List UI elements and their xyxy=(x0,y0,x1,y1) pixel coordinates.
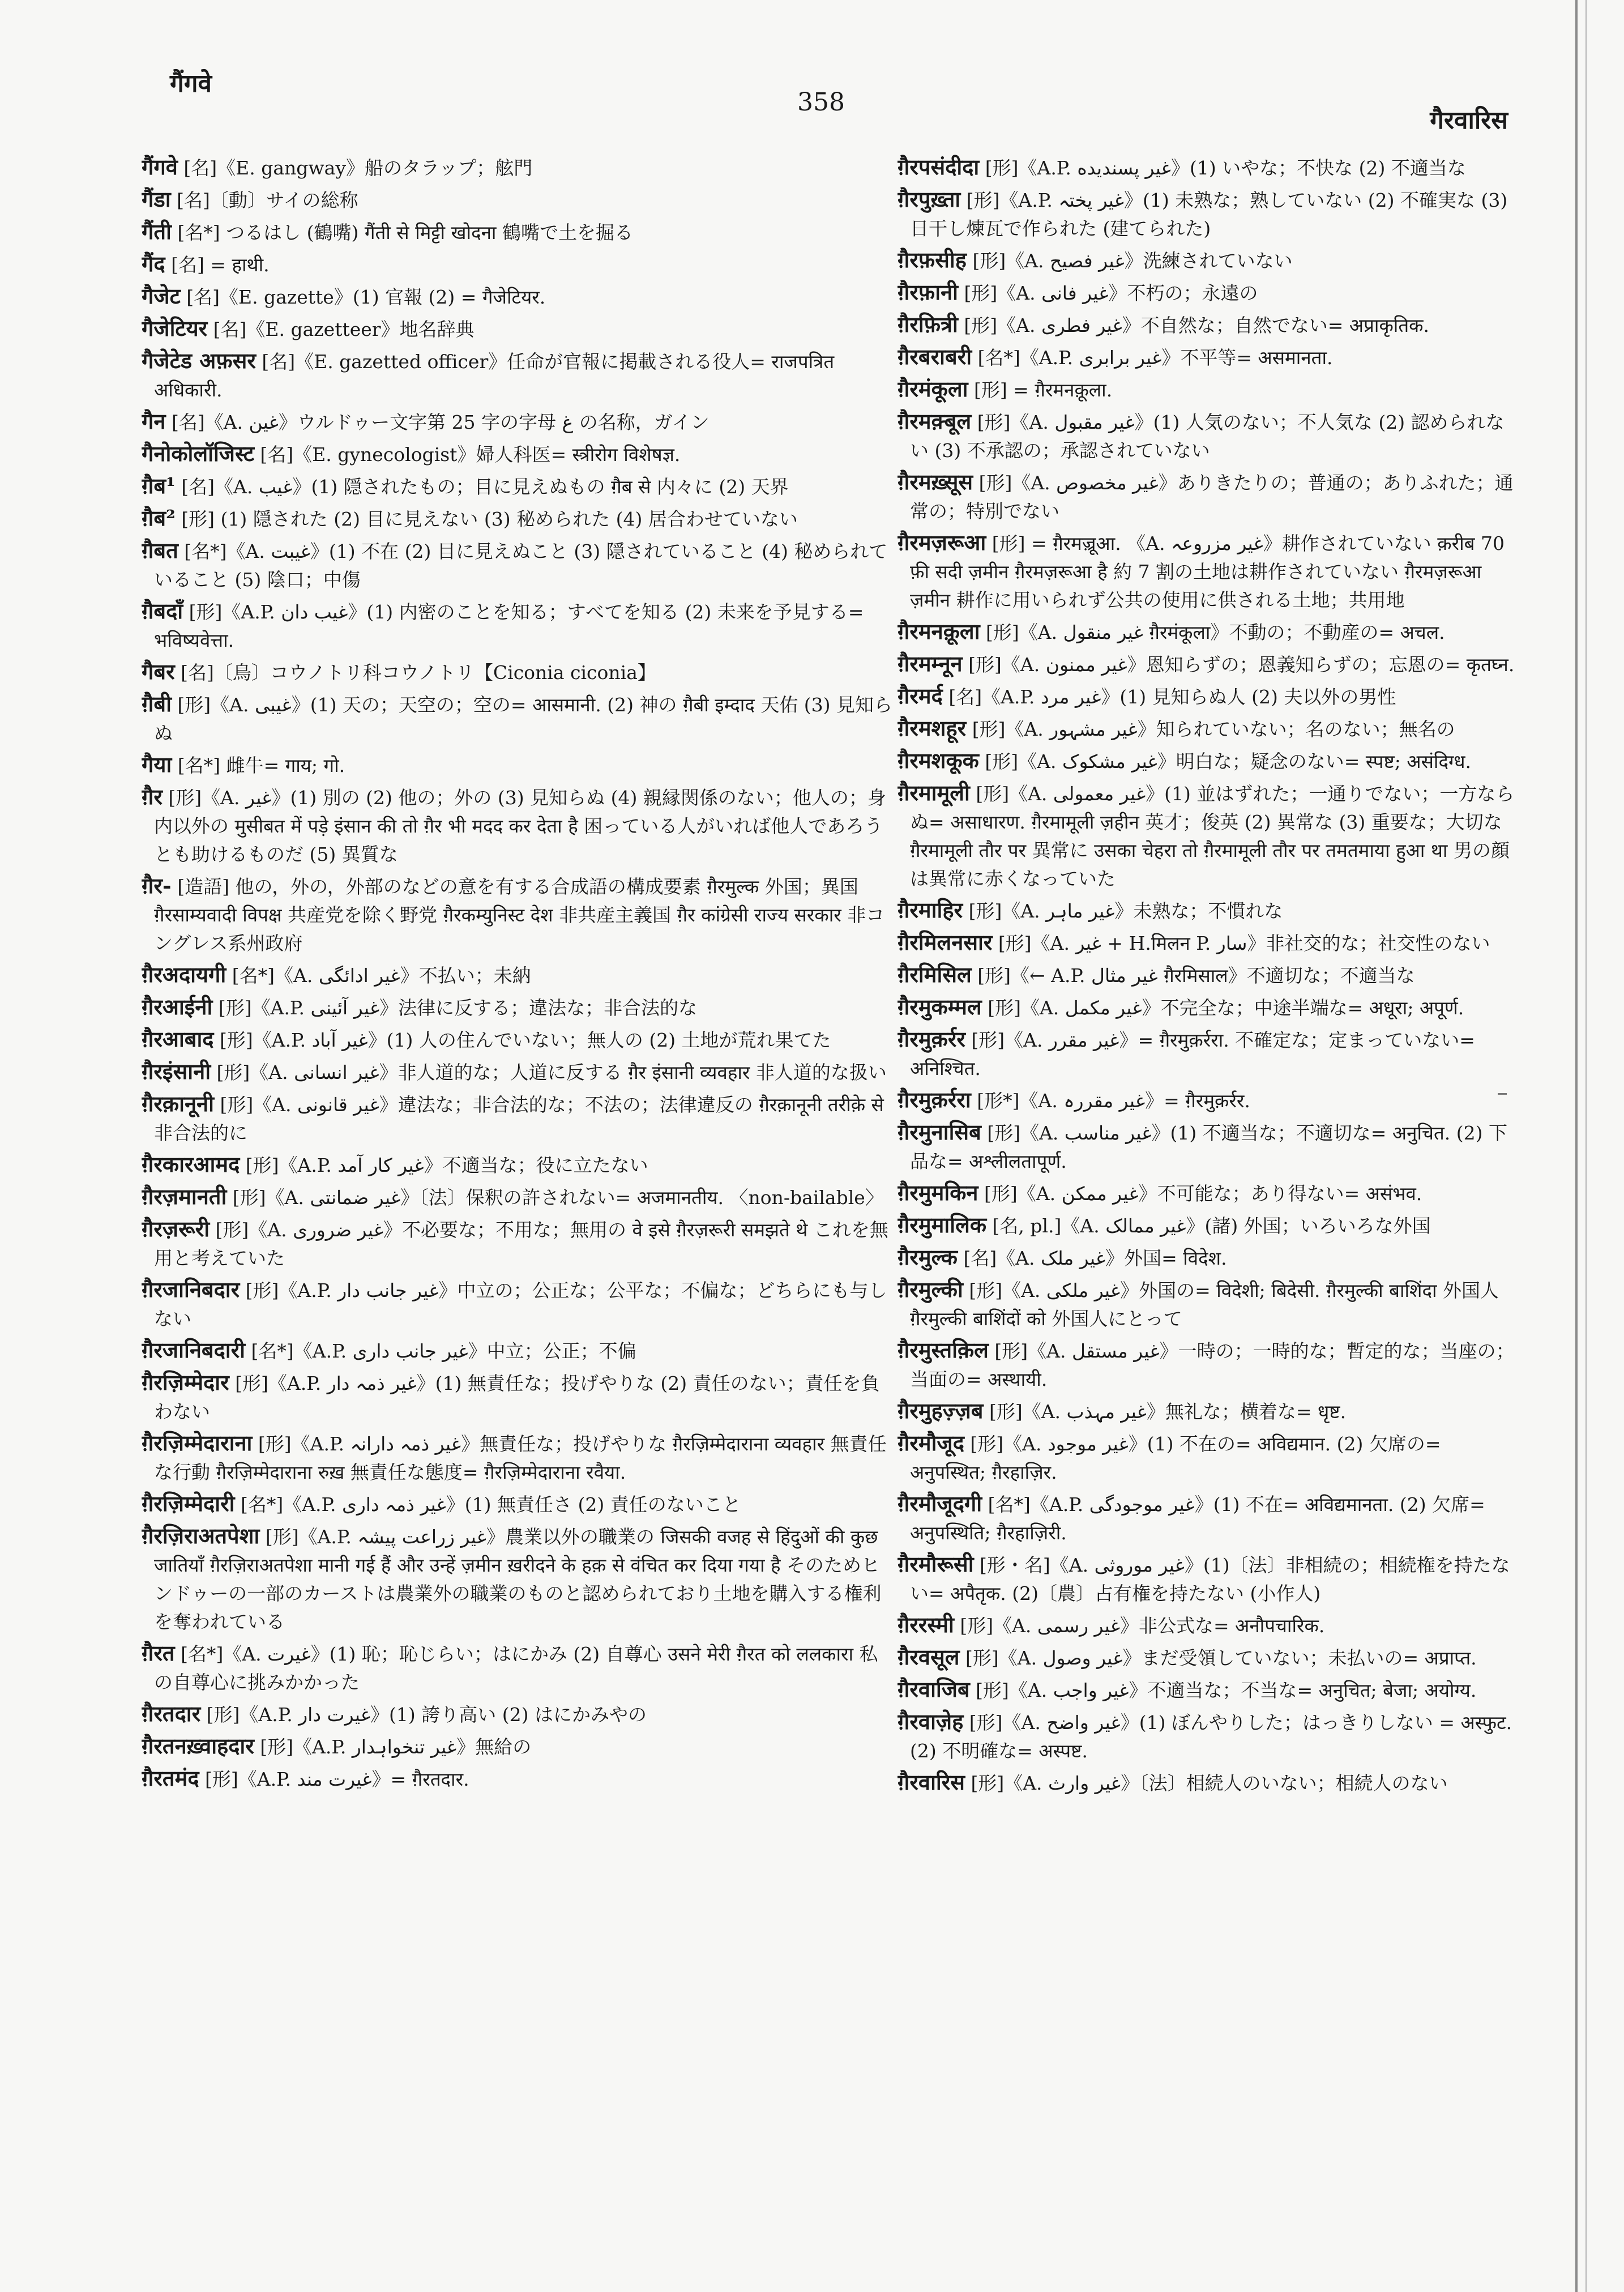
entry-headword: ग़ैरमशहूर xyxy=(898,715,967,741)
entry-headword: ग़ैरज़रूरी xyxy=(142,1216,210,1241)
dictionary-entry xyxy=(898,278,1520,308)
entry-definition: [形]《A. غیر فانی》不朽の；永遠の xyxy=(958,282,1258,304)
entry-definition: [名*]《A.P. غیر جانب داری》中立；公正；不偏 xyxy=(245,1340,636,1362)
dictionary-entry xyxy=(898,468,1520,526)
entry-headword: ग़ैरतदार xyxy=(142,1701,201,1726)
entry-headword: ग़ैरमक़्बूल xyxy=(898,408,972,434)
entry-definition: [形・名]《A. غیر موروثی》(1)〔法〕非相続の；相続権を持たない= अपैतृक. (2)〔農〕占有権を持たない (小作人) xyxy=(910,1554,1510,1604)
entry-headword: ग़ैरक़ानूनी xyxy=(142,1091,214,1116)
entry-headword: ग़ैरमौरूसी xyxy=(898,1551,974,1577)
entry-definition: [形]《A. غیر ماہر》未熟な；不慣れな xyxy=(963,900,1283,922)
entry-headword: ग़ैरत xyxy=(142,1640,175,1666)
dictionary-entry xyxy=(898,310,1520,340)
dictionary-entry xyxy=(142,185,895,215)
entry-definition: [名*]《A.P. غیر ذمہ داری》(1) 無責任さ (2) 責任のないこと xyxy=(234,1493,741,1516)
dictionary-entry xyxy=(142,1275,895,1333)
dictionary-entry xyxy=(142,872,895,958)
entry-definition: [名]〔動〕サイの総称 xyxy=(170,189,358,211)
dictionary-entry xyxy=(898,714,1520,744)
entry-definition: [形]《A. غیبی》(1) 天の；天空の；空の= आसमानी. (2) 神の ग़ैबी इम्दाद 天佑 (3) 見知らぬ xyxy=(154,694,893,744)
entry-definition: [名, pl.]《A. غیر ممالک》(諸) 外国；いろいろな外国 xyxy=(986,1215,1431,1237)
dictionary-entry xyxy=(142,472,895,501)
entry-definition: [形]《A.P. غیرت مند》= ग़ैरतदार. xyxy=(199,1768,469,1790)
entry-definition: [形]《A. غیر قانونی》違法な；非合法的な；不法の；法律違反の ग़ैरक़ानूनी तरीक़े से 非合法的に xyxy=(154,1094,884,1144)
right-column xyxy=(898,153,1520,2135)
entry-definition: [形]《A. غیر انسانی》非人道的な；人道に反する ग़ैर इंसानी व्यवहार 非人道的な扱い xyxy=(211,1061,887,1083)
dictionary-entry xyxy=(142,1732,895,1761)
entry-definition: [形]《A. غیر فطری》不自然な；自然でない= अप्राकृतिक. xyxy=(958,314,1429,336)
entry-definition: [形] = ग़ैरमज़्रूआ. 《A. غیر مزروعہ》耕作されていない क़रीब 70 फ़ी सदी ज़मीन ग़ैरमज़रूआ है 約 7 割の土地は耕作されていない ग़ैरमज़रूआ ज़मीन 耕作に用いられず公共の使用に供される土地；共用地 xyxy=(910,532,1505,611)
entry-definition: [名]《E. gazette》(1) 官報 (2) = गैजेटियर. xyxy=(180,286,546,308)
entry-definition: [形]《A. غیر ضمانتی》〔法〕保釈の許されない= अजमानतीय. 〈non-bailable〉 xyxy=(226,1186,884,1209)
entry-headword: गैंडा xyxy=(142,186,171,212)
entry-headword: ग़ैरकारआमद xyxy=(142,1151,240,1177)
dictionary-entry xyxy=(898,1118,1520,1176)
dictionary-entry xyxy=(898,746,1520,776)
dictionary-entry xyxy=(142,439,895,469)
entry-headword: गैजेटेड अफ़सर xyxy=(142,348,256,373)
entry-headword: ग़ैरमुमकिन xyxy=(898,1180,978,1205)
entry-definition: [形]《A. غیر ضروری》不必要な；不用な；無用の वे इसे ग़ैरज़रूरी समझते थे これを無用と考えていた xyxy=(154,1219,888,1269)
dictionary-entry xyxy=(142,1639,895,1697)
page-header xyxy=(0,54,1624,135)
entry-definition: [名*]《A. غیر ادائگی》不払い；未納 xyxy=(226,964,531,987)
entry-headword: ग़ैबी xyxy=(142,691,172,716)
entry-headword: ग़ैरमिलनसार xyxy=(898,929,993,955)
dictionary-entry xyxy=(898,617,1520,647)
entry-definition: [形]《A. غیر مقرر》= ग़ैरमुक़र्ररा. 不確定な；定まっていない= अनिश्चित. xyxy=(910,1029,1475,1079)
entry-definition: [形] = ग़ैरमनक़ूला. xyxy=(968,379,1113,401)
entry-headword: ग़ैरमौजूदगी xyxy=(898,1491,982,1516)
entry-definition: [形]《A. غیر معمولی》(1) 並はずれた；一通りでない；一方ならぬ= असाधारण. ग़ैरमामूली ज़हीन 英才；俊英 (2) 異常な (3) 重要な；大切な ग़ैरमामूली तौर पर 異常に उसका चेहरा तो ग़ैरमामूली तौर पर तमतमाया हुआ था 男の顔は異常に赤くなっていた xyxy=(910,783,1515,890)
entry-headword: ग़ैरबराबरी xyxy=(898,344,972,369)
dictionary-entry xyxy=(142,1057,895,1087)
dictionary-entry xyxy=(898,993,1520,1022)
entry-headword: ग़ैरफ़सीह xyxy=(898,247,967,272)
header-right-guideword: गैरवारिस xyxy=(1430,106,1508,135)
entry-definition: [形]《A.P. غیر کار آمد》不適当な；役に立たない xyxy=(240,1154,648,1176)
dictionary-entry xyxy=(142,1764,895,1794)
entry-definition: [名]《E. gazetteer》地名辞典 xyxy=(207,318,475,340)
binding-edge-line-secondary xyxy=(1585,0,1587,2292)
entry-headword: ग़ैरआबाद xyxy=(142,1026,214,1052)
dictionary-entry xyxy=(898,1086,1520,1115)
dictionary-entry xyxy=(142,1150,895,1180)
dictionary-entry xyxy=(898,961,1520,990)
entry-headword: ग़ैरपुख़्ता xyxy=(898,186,961,212)
entry-headword: ग़ैरमुहज़्ज़ब xyxy=(898,1398,984,1423)
dictionary-entry xyxy=(142,1368,895,1426)
entry-definition: [名]《A. غیر ملک》外国= विदेश. xyxy=(957,1247,1227,1269)
dictionary-entry xyxy=(898,1429,1520,1487)
entry-headword: गैया xyxy=(142,752,172,777)
dictionary-entry xyxy=(142,314,895,344)
dictionary-entry xyxy=(898,375,1520,404)
entry-headword: ग़ैब¹ xyxy=(142,473,176,498)
dictionary-entry xyxy=(142,1336,895,1365)
entry-headword: ग़ैरज़िराअतपेशा xyxy=(142,1523,260,1548)
entry-definition: [形]《A. غیر مقبول》(1) 人気のない；不人気な (2) 認められない (3) 不承認の；承認されていない xyxy=(910,411,1505,462)
entry-definition: [名]《A. غین》ウルドゥー文字第 25 字の字母 غ の名称，ガイン xyxy=(165,411,710,433)
dictionary-entry xyxy=(898,1025,1520,1083)
entry-definition: [名*] つるはし (鶴嘴) गैंती से मिट्टी खोदना 鶴嘴で土を掘る xyxy=(171,221,633,244)
entry-definition: [形]《A. غیر وارث》〔法〕相続人のいない；相続人のない xyxy=(964,1772,1448,1794)
entry-headword: ग़ैरजानिबदार xyxy=(142,1277,240,1302)
entry-headword: ग़ैरमुल्की xyxy=(898,1277,963,1302)
entry-definition: [形]《A. غیر ممکن》不可能な；あり得ない= असंभव. xyxy=(978,1183,1422,1205)
entry-headword: ग़ैरअदायगी xyxy=(142,962,226,987)
entry-definition: [名*]《A. غیبت》(1) 不在 (2) 目に見えぬこと (3) 隠されていること (4) 秘められていること (5) 陰口；中傷 xyxy=(154,540,888,591)
entry-headword: ग़ैरमुक़र्रर xyxy=(898,1026,965,1052)
entry-headword: ग़ैरमुकम्मल xyxy=(898,994,982,1019)
dictionary-entry xyxy=(898,1243,1520,1273)
entry-definition: [形]《A. غیر + H.मिलन P. سار》非社交的な；社交性のない xyxy=(992,932,1490,954)
entry-headword: गैंती xyxy=(142,219,172,244)
dictionary-entry xyxy=(898,1708,1520,1765)
dictionary-entry xyxy=(898,1768,1520,1798)
entry-headword: ग़ैरपसंदीदा xyxy=(898,154,980,180)
entry-definition: [形]《A. غیر منقول ग़ैरमंकूला》不動の；不動産の= अचल. xyxy=(980,621,1445,643)
dictionary-entry xyxy=(142,347,895,404)
dictionary-entry xyxy=(142,1522,895,1636)
entry-definition: [形]《A.P. غیر آباد》(1) 人の住んでいない；無人の (2) 土地が荒れ果てた xyxy=(213,1029,831,1051)
dictionary-entry xyxy=(898,1489,1520,1547)
entry-definition: [形]《A. غیر مستقل》一時の；一時的な；暫定的な；当座の；当面の= अस्थायी. xyxy=(910,1340,1515,1390)
entry-definition: [形]《A. غیر واضح》(1) ぼんやりした；はっきりしない = अस्फुट. (2) 不明確な= अस्पष्ट. xyxy=(910,1711,1512,1762)
dictionary-entry xyxy=(142,783,895,869)
dictionary-entry xyxy=(898,1179,1520,1208)
dictionary-entry xyxy=(142,1183,895,1212)
entry-headword: ग़ैरमौजूद xyxy=(898,1430,964,1456)
entry-definition: [形]《A. غیر مشہور》知られていない；名のない；無名の xyxy=(966,718,1455,740)
entry-headword: ग़ैरमर्द xyxy=(898,683,943,708)
entry-definition: [名*]《A.P. غیر موجودگی》(1) 不在= अविद्यमानता. (2) 欠席= अनुपस्थिति; ग़ैरहाज़िरी. xyxy=(910,1493,1485,1544)
dictionary-entry xyxy=(142,1215,895,1273)
dictionary-entry xyxy=(898,650,1520,679)
entry-definition: [名*] 雌牛= गाय; गो. xyxy=(172,754,345,776)
entry-headword: ग़ैरमम्नून xyxy=(898,651,963,676)
dictionary-entry xyxy=(142,407,895,437)
entry-definition: [形]《A. غیر مخصوص》ありきたりの；普通の；ありふれた；通常の；特別でない xyxy=(910,472,1514,522)
dictionary-entry xyxy=(142,1489,895,1519)
entry-headword: ग़ैरज़िम्मेदाराना xyxy=(142,1430,253,1456)
entry-definition: [形]《A.P. غیر ذمہ دارانہ》無責任な；投げやりな ग़ैरज़िम्मेदाराना व्यवहार 無責任な行動 ग़ैरज़िम्मेदाराना रुख़ 無責任な態度= ग़ैरज़िम्मेदाराना रवैया. xyxy=(154,1433,887,1483)
dictionary-entry xyxy=(898,928,1520,958)
entry-definition: [形]《A. غیر ملکی》外国の= विदेशी; बिदेसी. ग़ैरमुल्की बाशिंदा 外国人 ग़ैरमुल्की बाशिंदों को 外国人にとって xyxy=(910,1279,1499,1330)
entry-definition: [形]《A.P. غیرت دار》(1) 誇り高い (2) はにかみやの xyxy=(200,1704,647,1726)
entry-definition: [形]《A. غیر مناسب》(1) 不適当な；不適切な= अनुचित. (2) 下品な= अश्लीलतापूर्ण. xyxy=(910,1122,1507,1172)
entry-headword: ग़ैरज़िम्मेदार xyxy=(142,1369,229,1395)
entry-headword: ग़ैर xyxy=(142,784,163,809)
entry-definition: [形]《A.P. غیر زراعت پیشہ》農業以外の職業の जिसकी वजह से हिंदुओं की कुछ जातियाँ ग़ैरज़िराअतपेशा मानी गई हैं और उन्हें ज़मीन ख़रीदने के हक़ से वंचित कर दिया गया है そのためヒンドゥーの一部のカーストは農業外の職業のものと認められており土地を購入する権利を奪われている xyxy=(154,1526,882,1633)
entry-headword: ग़ैरमुमालिक xyxy=(898,1212,987,1237)
dictionary-entry xyxy=(898,682,1520,711)
entry-headword: गैजेट xyxy=(142,283,181,309)
entry-headword: ग़ैर- xyxy=(142,873,172,898)
entry-headword: ग़ैरमुस्तक़िल xyxy=(898,1337,989,1363)
entry-definition: [名]《E. gangway》船のタラップ；舷門 xyxy=(177,157,533,179)
entry-definition: [造語] 他の，外の，外部のなどの意を有する合成語の構成要素 ग़ैरमुल्क 外国；異国 ग़ैरसाम्यवादी विपक्ष 共産党を除く野党 ग़ैरकम्युनिस्ट देश 非共産主義国 ग़ैर कांग्रेसी राज्य सरकार 非コングレス系州政府 xyxy=(154,876,885,954)
entry-definition: [名]《E. gynecologist》婦人科医= स्त्रीरोग विशेषज्ञ. xyxy=(254,443,681,466)
dictionary-entry xyxy=(898,1397,1520,1426)
dictionary-entry xyxy=(898,1211,1520,1240)
entry-definition: [形]《A. غیر رسمی》非公式な= अनौपचारिक. xyxy=(954,1615,1325,1637)
entry-definition: [形]《A. غیر وصول》まだ受領していない；未払いの= अप्राप्त. xyxy=(959,1647,1477,1669)
entry-definition: [形]《A. غیر مشکوک》明白な；疑念のない= स्पष्ट; असंदिग्ध. xyxy=(978,750,1472,772)
dictionary-entry xyxy=(142,1090,895,1147)
stray-mark xyxy=(1498,1093,1507,1095)
entry-headword: ग़ैरज़मानती xyxy=(142,1184,227,1209)
entry-definition: [形]《A. غیر ممنون》恩知らずの；恩義知らずの；忘恩の= कृतघ्न. xyxy=(962,654,1515,676)
entry-headword: ग़ैरमाहिर xyxy=(898,897,963,923)
dictionary-entry xyxy=(142,658,895,687)
entry-definition: [名*]《A. غیرت》(1) 恥；恥じらい；はにかみ (2) 自尊心 उसने मेरी ग़ैरत को ललकारा 私の自尊心に挑みかかった xyxy=(154,1643,878,1693)
binding-edge-line xyxy=(1575,0,1578,2292)
entry-headword: ग़ैरमनक़ूला xyxy=(898,618,980,644)
entry-headword: ग़ैररस्मी xyxy=(898,1612,954,1637)
entry-headword: ग़ैरतमंद xyxy=(142,1765,199,1791)
dictionary-entry xyxy=(142,750,895,780)
dictionary-entry xyxy=(898,343,1520,372)
left-column xyxy=(142,153,895,2135)
entry-headword: ग़ैरआईनी xyxy=(142,994,213,1019)
dictionary-entry xyxy=(898,1611,1520,1640)
entry-definition: [形]《A. غیر موجود》(1) 不在の= अविद्यमान. (2) 欠席の= अनुपस्थित; ग़ैरहाज़िर. xyxy=(910,1433,1441,1483)
entry-headword: ग़ैरज़िम्मेदारी xyxy=(142,1491,235,1516)
dictionary-entry xyxy=(898,1675,1520,1705)
entry-definition: [名]《A.P. غیر مرد》(1) 見知らぬ人 (2) 夫以外の男性 xyxy=(942,686,1396,708)
dictionary-entry xyxy=(142,250,895,279)
dictionary-entry xyxy=(142,1025,895,1055)
entry-headword: ग़ैरवसूल xyxy=(898,1644,960,1670)
dictionary-entry xyxy=(898,1643,1520,1672)
dictionary-entry xyxy=(142,993,895,1022)
entry-definition: [形]《A.P. غیر آئینی》法律に反する；違法な；非合法的な xyxy=(212,997,698,1019)
entry-headword: ग़ैरवाज़ेह xyxy=(898,1709,964,1734)
entry-headword: ग़ैरमशकूक xyxy=(898,748,979,773)
dictionary-entry xyxy=(142,597,895,655)
dictionary-entry xyxy=(898,407,1520,465)
entry-definition: [形]《A. غیر مکمل》不完全な；中途半端な= अधूरा; अपूर्ण. xyxy=(981,997,1464,1019)
dictionary-entry xyxy=(142,282,895,311)
entry-definition: [形]《A. غیر مہذب》無礼な；横着な= धृष्ट. xyxy=(983,1401,1347,1423)
entry-headword: ग़ैरइंसानी xyxy=(142,1058,211,1084)
entry-headword: ग़ैबत xyxy=(142,537,178,563)
entry-headword: गैन xyxy=(142,408,166,434)
dictionary-entry xyxy=(142,961,895,990)
page-number: 358 xyxy=(797,88,845,117)
entry-headword: ग़ैरमख़्सूस xyxy=(898,469,973,494)
dictionary-entry xyxy=(898,779,1520,893)
entry-definition: [形]《A.P. غیر ذمہ دار》(1) 無責任な；投げやりな (2) 責任のない；責任を負わない xyxy=(154,1372,880,1423)
entry-definition: [形]《← A.P. غیر مثال ग़ैरमिसाल》不適切な；不適当な xyxy=(971,964,1415,987)
entry-headword: ग़ैरमज़रूआ xyxy=(898,530,986,555)
dictionary-entry xyxy=(898,528,1520,614)
entry-definition: [形*]《A. غیر مقررہ》= ग़ैरमुक़र्रर. xyxy=(971,1090,1250,1112)
entry-headword: ग़ैबदाँ xyxy=(142,598,183,624)
entry-definition: [名] = हाथी. xyxy=(165,254,270,276)
dictionary-entry xyxy=(898,1275,1520,1333)
dictionary-entry xyxy=(142,217,895,247)
entry-definition: [形]《A. غیر واجب》不適当な；不当な= अनुचित; बेजा; अयोग्य. xyxy=(969,1679,1477,1701)
entry-definition: [形]《A. غیر》(1) 別の (2) 他の；外の (3) 見知らぬ (4) 親縁関係のない；他人の；身内以外の मुसीबत में पड़े इंसान की तो ग़ैर भी मदद कर देता है 困っている人がいれば他人であろうとも助けるものだ (5) 異質な xyxy=(154,787,886,865)
entry-headword: गैंद xyxy=(142,251,165,276)
entry-headword: ग़ैरमामूली xyxy=(898,780,970,805)
entry-definition: [名*]《A.P. غیر برابری》不平等= असमानता. xyxy=(972,347,1333,369)
entry-headword: ग़ैरफ़ित्री xyxy=(898,311,958,337)
entry-definition: [形]《A.P. غیب دان》(1) 内密のことを知る；すべてを知る (2) 未来を予見する= भविष्यवेत्ता. xyxy=(154,601,864,651)
entry-definition: [形]《A.P. غیر پختہ》(1) 未熟な；熟していない (2) 不確実な (3) 日干し煉瓦で作られた (建てられた) xyxy=(910,189,1508,240)
entry-headword: ग़ैब² xyxy=(142,505,176,531)
entry-headword: ग़ैरमंकूला xyxy=(898,376,968,402)
entry-definition: [形] (1) 隠された (2) 目に見えない (3) 秘められた (4) 居合わせていない xyxy=(175,508,798,530)
header-left-guideword: गैंगवे xyxy=(170,69,212,98)
dictionary-entry xyxy=(142,1429,895,1487)
dictionary-entry xyxy=(898,1336,1520,1394)
entry-definition: [形]《A.P. غیر جانب دار》中立の；公正な；公平な；不偏な；どちらにも与しない xyxy=(154,1279,887,1330)
dictionary-entry xyxy=(898,246,1520,275)
dictionary-entry xyxy=(898,185,1520,243)
entry-headword: ग़ैरवाजिब xyxy=(898,1676,970,1702)
dictionary-entry xyxy=(142,690,895,748)
entry-headword: ग़ैरमुल्क xyxy=(898,1244,958,1270)
entry-headword: ग़ैरमुक़र्ररा xyxy=(898,1087,971,1112)
entry-headword: ग़ैरजानिबदारी xyxy=(142,1337,246,1363)
dictionary-entry xyxy=(142,1700,895,1729)
entry-definition: [名]〔鳥〕コウノトリ科コウノトリ【Ciconia ciconia】 xyxy=(174,661,656,684)
entry-definition: [形]《A. غیر فصیح》洗練されていない xyxy=(966,250,1293,272)
dictionary-entry xyxy=(898,896,1520,925)
entry-definition: [形]《A.P. غیر پسندیده》(1) いやな；不快な (2) 不適当な xyxy=(979,157,1466,179)
entry-headword: ग़ैरमिसिल xyxy=(898,962,972,987)
entry-headword: ग़ैरफ़ानी xyxy=(898,279,959,305)
entry-headword: ग़ैरमुनासिब xyxy=(898,1119,981,1145)
entry-headword: ग़ैरवारिस xyxy=(898,1769,965,1795)
entry-headword: गैबर xyxy=(142,659,175,684)
entry-headword: गैजेटियर xyxy=(142,315,208,341)
entry-definition: [名]《A. غیب》(1) 隠されたもの；目に見えぬもの ग़ैब से 内々に (2) 天界 xyxy=(175,476,789,498)
dictionary-entry xyxy=(142,536,895,594)
entry-definition: [名]《E. gazetted officer》任命が官報に掲載される役人= राजपत्रित अधिकारी. xyxy=(154,351,835,401)
dictionary-entry xyxy=(142,153,895,182)
entry-headword: गैंगवे xyxy=(142,154,178,180)
dictionary-entry xyxy=(898,153,1520,182)
entry-definition: [形]《A.P. غیر تنخواہدار》無給の xyxy=(254,1736,532,1758)
dictionary-entry xyxy=(142,504,895,533)
entry-headword: गैनोकोलॉजिस्ट xyxy=(142,441,254,466)
dictionary-entry xyxy=(898,1550,1520,1608)
entry-headword: ग़ैरतनख़्वाहदार xyxy=(142,1733,254,1759)
